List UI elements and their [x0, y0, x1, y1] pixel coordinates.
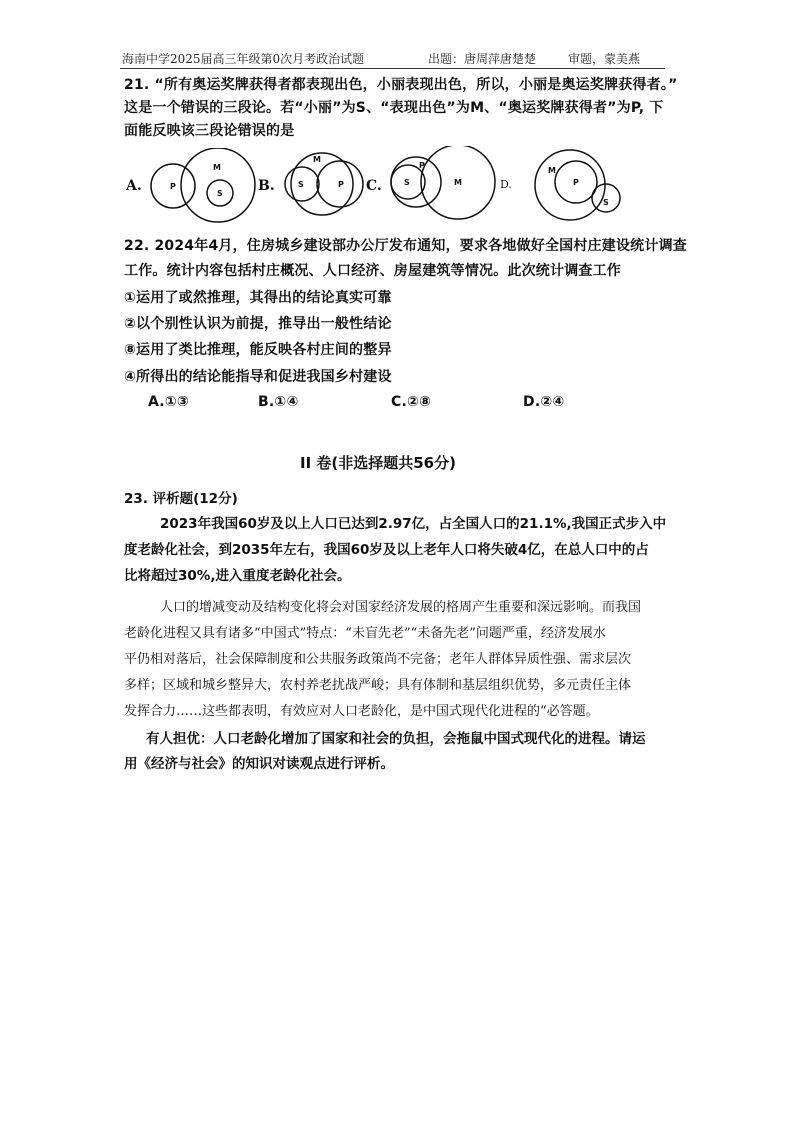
venn-a-label-p: P — [170, 182, 176, 191]
q23-p1-line3: 比将超过30%,进入重度老龄化社会。 — [124, 568, 351, 584]
q23-heading: 23. 评析题(12分) — [124, 491, 238, 507]
q22-item-3: ⑧运用了类比推理，能反映各村庄间的整异 — [124, 342, 392, 358]
section-2-title: II 卷(非选择题共56分) — [300, 454, 456, 472]
q22-choice-c: C.②⑧ — [391, 394, 432, 410]
header-rule — [120, 68, 665, 69]
q21-option-a-venn — [148, 148, 260, 228]
reviewer-credit: 审题，蒙美燕 — [568, 52, 641, 66]
q23-p1-line1: 2023年我国60岁及以上人口已达到2.97亿，占全国人口的21.1%,我国正式步入中 — [160, 516, 667, 532]
venn-c-label-s: S — [404, 178, 410, 187]
q22-item-4: ④所得出的结论能指导和促进我国乡村建设 — [124, 369, 392, 385]
q21-line2: 这是一个错误的三段论。若“小丽”为S、“表现出色”为M、“奥运奖牌获得者”为P, 下 — [124, 100, 664, 116]
q21-line1: 21. “所有奥运奖牌获得者都表现出色，小丽表现出色，所以，小丽是奥运奖牌获得者。” — [124, 77, 678, 93]
q23-p3-line1: 有人担优：人口老龄化增加了国家和社会的负担，会拖鼠中国式现代化的进程。请运 — [146, 731, 646, 747]
venn-d-label-s: S — [603, 198, 609, 207]
q23-p2-line3: 平仍相对落后，社会保障制度和公共服务政策尚不完备；老年人群体异质性强、需求层次 — [124, 652, 632, 667]
q21-option-a-label: A. — [126, 178, 142, 194]
q22-choice-d: D.②④ — [523, 394, 565, 410]
q21-option-d-venn — [522, 148, 638, 226]
exam-title: 海南中学2025届高三年级第0次月考政治试题 — [122, 52, 365, 66]
venn-b-label-m: M — [313, 155, 321, 164]
venn-d-label-m: M — [548, 166, 556, 175]
q22-line1: 22. 2024年4月，住房城乡建设部办公厅发布通知，要求各地做好全国村庄建设统计调查 — [124, 238, 687, 254]
q21-option-b-venn — [278, 150, 368, 220]
q23-p3-line2: 用《经济与社会》的知识对读观点进行评析。 — [124, 756, 394, 772]
venn-b-label-s: S — [298, 180, 304, 189]
q23-p2-line1: 人口的增减变动及结构变化将会对国家经济发展的格周产生重要和深远影响。而我国 — [160, 600, 642, 615]
q23-p2-line5: 发挥合力……这些都表明，有效应对人口老龄化，是中国式现代化进程的“必答题。 — [124, 704, 599, 719]
venn-a-label-m: M — [213, 163, 221, 172]
venn-b-label-p: P — [338, 180, 344, 189]
venn-d-label-p: P — [573, 178, 579, 187]
q23-p2-line4: 多样；区域和城乡整异大，农村养老扰战严峻；具有体制和基层组织优势，多元责任主体 — [124, 678, 632, 693]
q22-choice-a: A.①③ — [148, 394, 189, 410]
author-credit: 出题：唐周萍唐楚楚 — [428, 52, 537, 66]
q22-item-2: ②以个别性认识为前提，推导出一般性结论 — [124, 316, 392, 332]
q21-option-c-venn — [386, 146, 502, 222]
q22-item-1: ①运用了或然推理，其得出的结论真实可靠 — [124, 290, 392, 306]
q22-choice-b: B.①④ — [258, 394, 299, 410]
q22-line2: 工作。统计内容包括村庄概况、人口经济、房屋建筑等情况。此次统计调查工作 — [124, 263, 621, 279]
q21-option-b-label: B. — [258, 178, 275, 194]
q23-p1-line2: 度老龄化社会，到2035年左右，我国60岁及以上老年人口将失破4亿，在总人口中的占 — [124, 542, 649, 558]
q21-option-d-label: D. — [500, 178, 512, 191]
q21-option-c-label: C. — [366, 178, 382, 194]
venn-a-label-s: S — [217, 189, 223, 198]
q23-p2-line2: 老龄化进程又具有诸多“中国式”特点：“未盲先老”“未备先老”问题严重，经济发展水 — [124, 626, 606, 641]
q21-line3: 面能反映该三段论错误的是 — [124, 123, 295, 139]
venn-c-label-p: P — [419, 161, 425, 170]
venn-c-label-m: M — [454, 178, 462, 187]
